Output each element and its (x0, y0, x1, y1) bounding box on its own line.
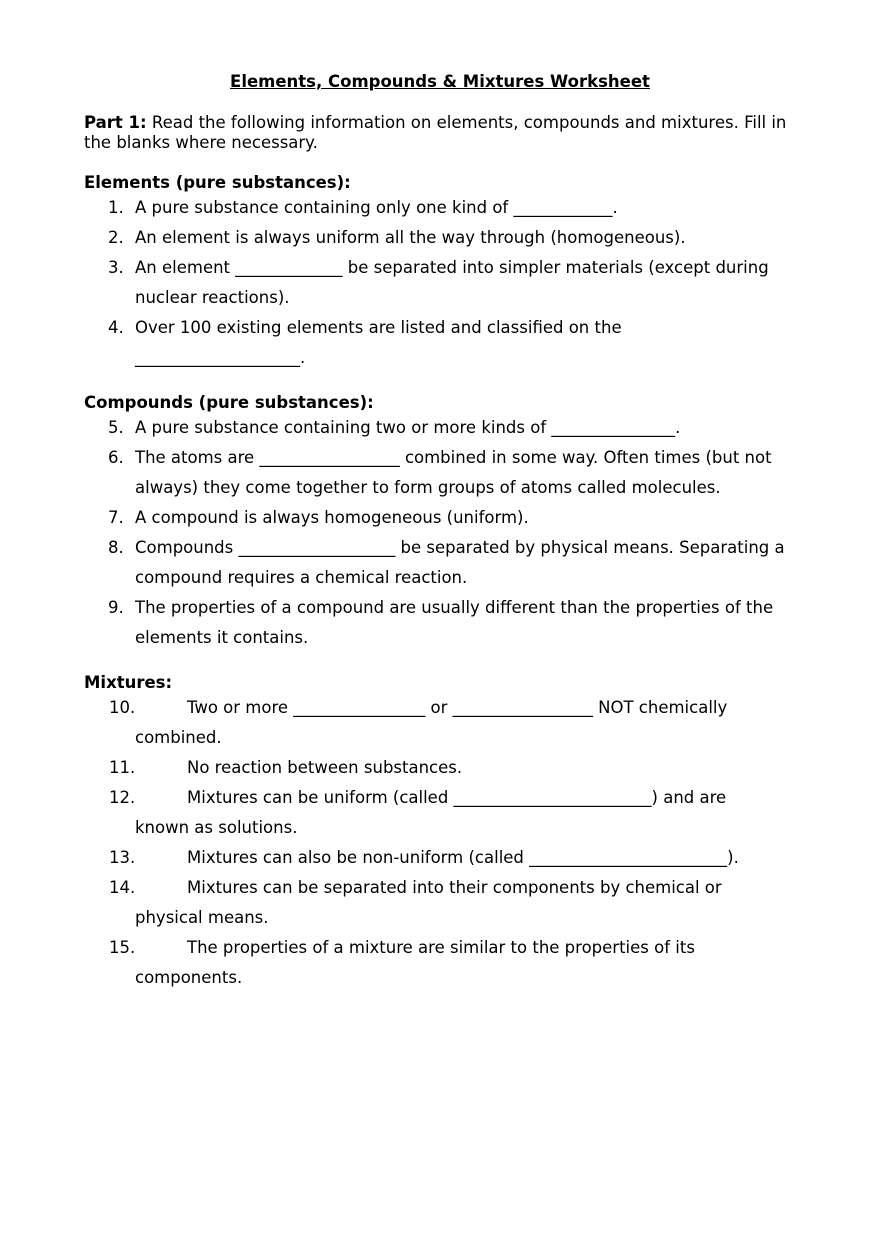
item-text: A pure substance containing only one kind of ____________. (135, 198, 618, 217)
item-text: Mixtures can be separated into their components by chemical or (187, 878, 722, 897)
item-text-continued: components. (135, 968, 243, 987)
item-number: 4. (108, 318, 124, 337)
item-text-continued: combined. (135, 728, 222, 747)
item-number: 14. (109, 878, 136, 897)
item-number: 6. (108, 448, 124, 467)
item-text: Mixtures can be uniform (called ________________________) and are (187, 788, 727, 807)
list-item (84, 533, 790, 593)
item-number: 12. (109, 788, 136, 807)
item-text: Over 100 existing elements are listed and classified on the ____________________. (135, 318, 622, 367)
elements-list (84, 193, 790, 373)
item-text: Mixtures can also be non-uniform (called ________________________). (187, 848, 739, 867)
item-text: The atoms are _________________ combined in some way. Often times (but not always) they come together to form groups of atoms called molecules. (135, 448, 772, 497)
list-item (84, 753, 790, 783)
list-item (84, 193, 790, 223)
list-item (84, 313, 790, 373)
item-number: 5. (108, 418, 124, 437)
list-item (84, 503, 790, 533)
item-number: 10. (109, 698, 136, 717)
list-item (84, 843, 790, 873)
section-spacer (84, 373, 790, 393)
item-number: 2. (108, 228, 124, 247)
item-number: 1. (108, 198, 124, 217)
mixtures-heading: Mixtures: (84, 673, 173, 692)
item-number: 7. (108, 508, 124, 527)
item-number: 13. (109, 848, 136, 867)
item-text: No reaction between substances. (187, 758, 463, 777)
item-text-continued: physical means. (135, 908, 269, 927)
item-text: The properties of a compound are usually different than the properties of the elements it contains. (135, 598, 774, 647)
page-title: Elements, Compounds & Mixtures Worksheet (230, 72, 650, 91)
compounds-list (84, 413, 790, 653)
item-number: 11. (109, 758, 136, 777)
mixtures-list (84, 693, 790, 993)
item-text: An element is always uniform all the way through (homogeneous). (135, 228, 686, 247)
item-text: Two or more ________________ or _________________ NOT chemically (187, 698, 728, 717)
list-item (84, 783, 790, 843)
list-item (84, 593, 790, 653)
section-spacer (84, 653, 790, 673)
item-number: 15. (109, 938, 136, 957)
list-item (84, 443, 790, 503)
item-text: A compound is always homogeneous (uniform). (135, 508, 529, 527)
item-text: Compounds ___________________ be separated by physical means. Separating a compound requires a chemical reaction. (135, 538, 785, 587)
list-item (84, 253, 790, 313)
item-number: 3. (108, 258, 124, 277)
list-item (84, 933, 790, 993)
item-number: 8. (108, 538, 124, 557)
item-text: The properties of a mixture are similar to the properties of its (187, 938, 695, 957)
instructions-text: Read the following information on elements, compounds and mixtures. Fill in the blanks where necessary. (84, 113, 787, 152)
part-1-instructions (84, 113, 790, 153)
elements-heading: Elements (pure substances): (84, 173, 351, 192)
list-item (84, 693, 790, 753)
item-number: 9. (108, 598, 124, 617)
list-item (84, 873, 790, 933)
list-item (84, 413, 790, 443)
compounds-heading: Compounds (pure substances): (84, 393, 374, 412)
item-text-continued: known as solutions. (135, 818, 298, 837)
item-text: An element _____________ be separated into simpler materials (except during nuclear reactions). (135, 258, 769, 307)
list-item (84, 223, 790, 253)
part-label: Part 1: (84, 113, 147, 132)
item-text: A pure substance containing two or more kinds of _______________. (135, 418, 681, 437)
